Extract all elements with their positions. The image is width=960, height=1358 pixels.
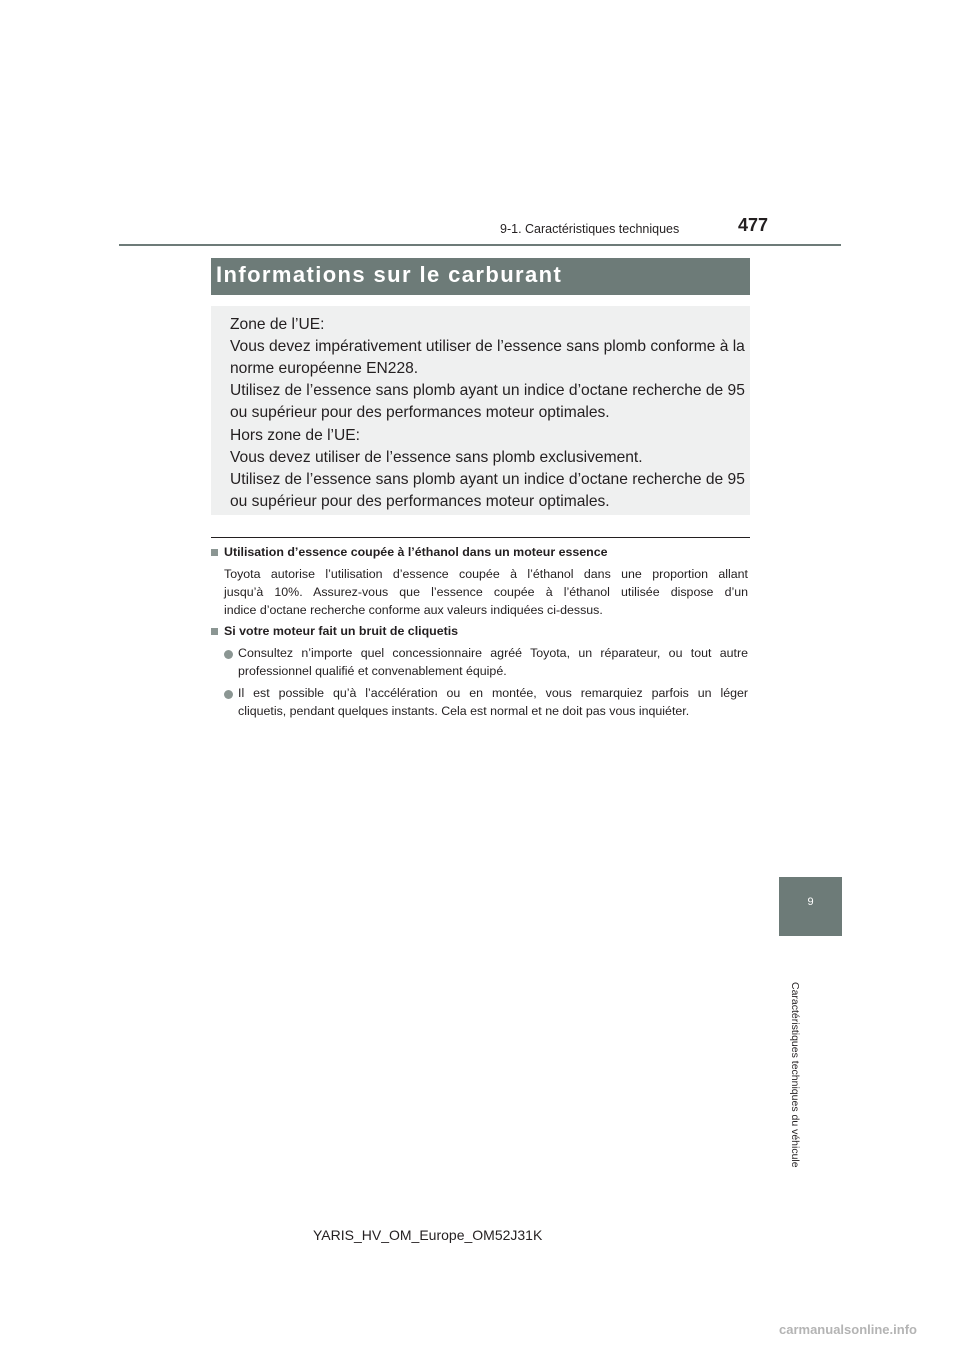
ethanol-text-line-3: indice d’octane recherche conforme aux valeurs indiquées ci-dessus. [224,603,603,617]
info-line-eu-heading: Zone de l’UE: [230,316,325,333]
knocking-bullet-2-line-1: Il est possible qu’à l’accélération ou en montée, vous remarquiez parfois un léger [238,686,748,700]
info-line-noneu-3: ou supérieur pour des performances moteur optimales. [230,493,610,510]
chapter-side-label: Caractéristiques techniques du véhicule [789,982,801,1168]
section-reference: 9-1. Caractéristiques techniques [500,222,680,236]
document-code: YARIS_HV_OM_Europe_OM52J31K [313,1227,543,1243]
info-line-eu-4: ou supérieur pour des performances moteur optimales. [230,404,610,421]
knocking-bullet-1-line-1: Consultez n’importe quel concessionnaire agréé Toyota, un réparateur, ou tout autre [238,646,748,660]
page-title: Informations sur le carburant [216,262,563,287]
info-line-noneu-2: Utilisez de l’essence sans plomb ayant un indice d’octane recherche de 95 [230,471,745,488]
info-line-noneu-1: Vous devez utiliser de l’essence sans plomb exclusivement. [230,449,643,466]
fuel-info-box [211,306,750,515]
knocking-bullet-1-line-2: professionnel qualifié et convenablement équipé. [238,664,507,678]
square-bullet-icon [211,549,218,556]
section-heading-knocking: Si votre moteur fait un bruit de cliquetis [224,624,459,638]
header-rule [119,244,841,246]
page-number: 477 [738,215,769,235]
info-line-eu-3: Utilisez de l’essence sans plomb ayant un indice d’octane recherche de 95 [230,382,745,399]
chapter-number: 9 [807,896,814,908]
chapter-tab [779,877,842,936]
info-line-eu-1: Vous devez impérativement utiliser de l’essence sans plomb conforme à la [230,338,745,355]
round-bullet-icon [224,690,233,699]
section-heading-ethanol: Utilisation d’essence coupée à l’éthanol dans un moteur essence [224,545,608,559]
square-bullet-icon [211,628,218,635]
title-bar [211,258,750,295]
round-bullet-icon [224,650,233,659]
section-divider [211,537,750,538]
watermark: carmanualsonline.info [779,1322,917,1337]
ethanol-text-line-1: Toyota autorise l’utilisation d’essence coupée à l’éthanol dans une proportion allant [224,567,748,581]
knocking-bullet-2-line-2: cliquetis, pendant quelques instants. Cela est normal et ne doit pas vous inquiéter. [238,704,690,718]
ethanol-text-line-2: jusqu’à 10%. Assurez-vous que l’essence coupée à l’éthanol utilisée dispose d’un [224,585,748,599]
info-line-noneu-heading: Hors zone de l’UE: [230,427,361,444]
info-line-eu-2: norme européenne EN228. [230,360,419,377]
